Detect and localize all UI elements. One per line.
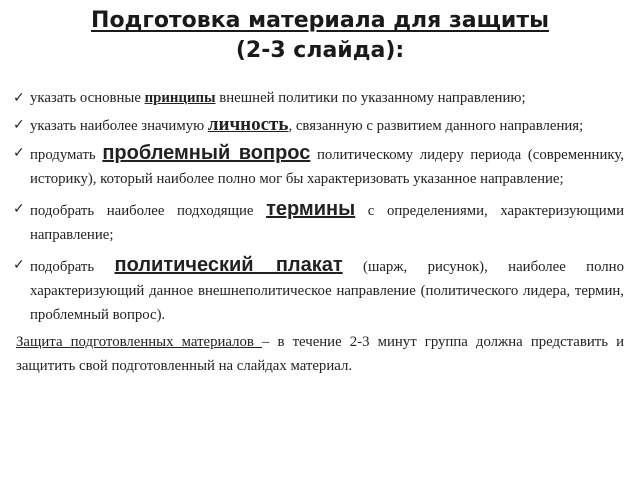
bullet-text: указать основные bbox=[30, 90, 145, 106]
slide-title bbox=[0, 6, 640, 66]
bullet-text: с определениями, характеризующими направление; bbox=[30, 203, 624, 243]
closing-paragraph bbox=[0, 330, 624, 378]
bullet-item-principles bbox=[0, 86, 624, 110]
title-line-2: (2-3 слайда): bbox=[235, 38, 405, 63]
bullet-item-terms bbox=[0, 197, 624, 247]
keyword-personality: личность bbox=[207, 114, 289, 135]
slide-content bbox=[0, 86, 624, 378]
checkmark-icon: ✓ bbox=[13, 145, 25, 161]
bullet-text: внешней политики по указанному направлению; bbox=[215, 90, 526, 106]
bullet-text: подобрать bbox=[30, 259, 115, 275]
keyword-principles: принципы bbox=[144, 90, 216, 106]
closing-text: – в течение 2-3 минут группа должна представить и защитить свой подготовленный на слайдах материал. bbox=[16, 334, 624, 374]
bullet-item-poster bbox=[0, 253, 624, 327]
title-line-1: Подготовка материала для защиты bbox=[91, 8, 549, 33]
bullet-text: подобрать наиболее подходящие bbox=[30, 203, 267, 219]
bullet-text: указать наиболее значимую bbox=[30, 118, 208, 134]
checkmark-icon: ✓ bbox=[13, 90, 25, 106]
checkmark-icon: ✓ bbox=[13, 117, 25, 133]
bullet-text: политическому лидеру периода (современнику, историку), который наиболее полно мог бы характеризовать указанное направление; bbox=[30, 147, 624, 187]
bullet-text: , связанную с развитием данного направления; bbox=[288, 118, 584, 134]
closing-underlined: Защита подготовленных материалов bbox=[16, 334, 262, 350]
bullet-text: (шарж, рисунок), наиболее полно характеризующий данное внешнеполитическое направление (политического лидера, термин, проблемный вопрос). bbox=[30, 259, 624, 323]
keyword-terms: термины bbox=[266, 198, 356, 220]
bullet-item-problem-question bbox=[0, 141, 624, 191]
bullet-text: продумать bbox=[30, 147, 103, 163]
checkmark-icon: ✓ bbox=[13, 201, 25, 217]
keyword-political-poster: политический плакат bbox=[114, 254, 343, 276]
keyword-problem-question: проблемный вопрос bbox=[102, 142, 311, 164]
checkmark-icon: ✓ bbox=[13, 257, 25, 273]
bullet-item-personality bbox=[0, 113, 624, 138]
